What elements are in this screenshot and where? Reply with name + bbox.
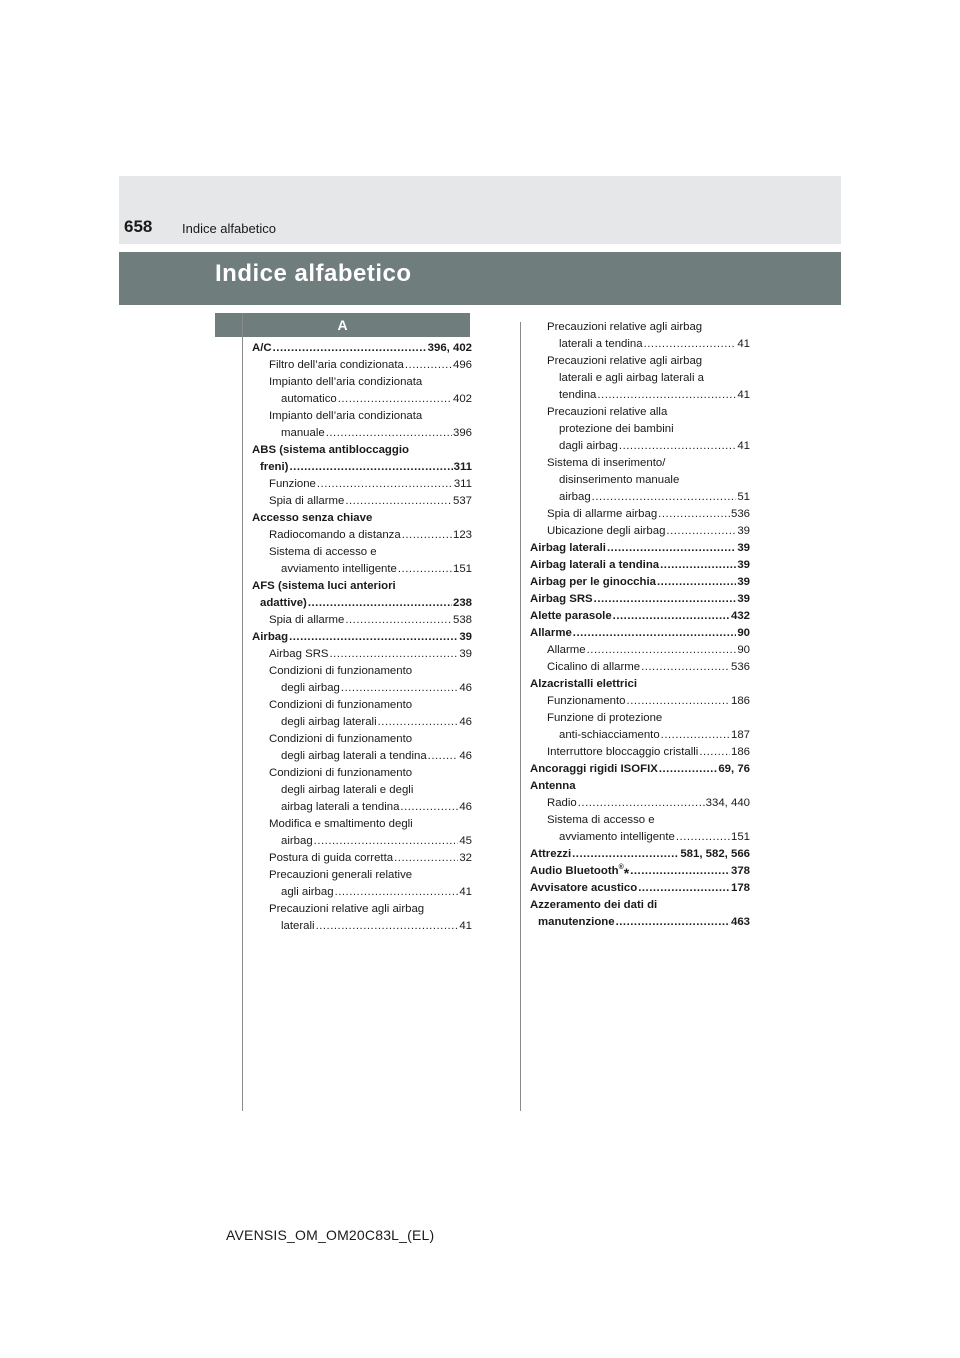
index-term: Funzione [269,478,316,490]
index-entry [530,404,750,455]
index-term: Spia di allarme [269,614,345,626]
index-entry-line: Condizioni di funzionamento [269,733,413,745]
index-entry-line: Modifica e smaltimento degli [269,818,413,830]
index-term: Avvisatore acustico [530,882,638,894]
index-entry-line: disinserimento manuale [559,474,680,486]
index-entry [530,761,750,778]
index-term: Interruttore bloccaggio cristalli [547,746,699,758]
dot-leader [613,608,730,625]
dot-leader [316,918,459,935]
index-term: automatico [281,393,337,405]
page-reference: 334, 440 [705,797,750,809]
index-entry-line: protezione dei bambini [559,423,674,435]
index-entry [252,340,472,357]
index-entry-row [530,387,750,404]
index-term: airbag laterali a tendina [281,801,400,813]
index-term: A/C [252,342,272,354]
page-reference: 69, 76 [718,763,750,775]
index-entry-line: Alzacristalli elettrici [530,678,637,690]
index-entry-row [252,799,472,816]
page-reference: 39 [737,593,750,605]
dot-leader [289,629,458,646]
index-term: Airbag laterali a tendina [530,559,660,571]
running-title: Indice alfabetico [182,221,276,236]
index-term: tendina [559,389,597,401]
index-entry [530,693,750,710]
index-entry [252,850,472,867]
index-entry [530,591,750,608]
dot-leader [289,459,452,476]
dot-leader [273,340,427,357]
dot-leader [335,884,459,901]
dot-leader [699,744,730,761]
index-entry-row [530,914,750,931]
index-entry-row [252,884,472,901]
index-column-left [252,340,472,935]
index-term: agli airbag [281,886,334,898]
index-entry-row [252,918,472,935]
dot-leader [638,880,730,897]
index-entry-row [252,850,472,867]
index-entry-line: Antenna [530,780,576,792]
page-reference: 45 [459,835,472,847]
index-entry [252,765,472,816]
index-entry-line: Azzeramento dei dati di [530,899,658,911]
section-letter: A [337,317,348,333]
index-entry [530,506,750,523]
index-term: degli airbag [281,682,340,694]
index-term: Spia di allarme [269,495,345,507]
dot-leader [659,761,717,778]
page-reference: 186 [730,695,750,707]
index-entry [252,527,472,544]
dot-leader [658,506,730,523]
index-entry [252,510,472,527]
index-entry-row [252,561,472,578]
dot-leader [676,829,730,846]
index-entry [530,574,750,591]
index-term: Radio [547,797,577,809]
index-entry-line: Precauzioni relative alla [547,406,668,418]
index-term: manuale [281,427,325,439]
index-entry-row [530,863,750,880]
index-entry-row [530,693,750,710]
index-entry-row [252,833,472,850]
index-entry [530,642,750,659]
index-entry [530,897,750,931]
page-reference: 463 [730,916,750,928]
dot-leader [644,336,737,353]
index-entry-row [252,527,472,544]
index-entry-line: Accesso senza chiave [252,512,373,524]
index-entry [252,629,472,646]
index-entry [530,540,750,557]
index-entry [252,442,472,476]
index-entry-row [252,425,472,442]
index-entry-row [252,493,472,510]
index-entry [530,778,750,795]
page-reference: 151 [730,831,750,843]
index-entry [530,625,750,642]
index-term: airbag [559,491,591,503]
index-term: Audio Bluetooth [530,865,619,877]
index-entry-row [530,591,750,608]
index-entry [252,578,472,612]
page-reference: 238 [452,597,472,609]
index-entry-line: ABS (sistema antibloccaggio [252,444,409,456]
index-term: Postura di guida corretta [269,852,394,864]
index-entry-line: Precauzioni relative agli airbag [547,321,703,333]
index-term: Alette parasole [530,610,612,622]
index-entry [530,455,750,506]
page-reference: 187 [730,729,750,741]
page-reference: 39 [459,631,472,643]
index-entry-line: Sistema di inserimento/ [547,457,666,469]
dot-leader [573,625,737,642]
index-entry-row [530,846,750,863]
index-term: anti-schiacciamento [559,729,660,741]
index-entry [252,901,472,935]
footnote-star: * [623,865,630,881]
index-entry [530,812,750,846]
index-entry-row [530,744,750,761]
index-entry [530,353,750,404]
index-entry [530,676,750,693]
index-entry-line: laterali e agli airbag laterali a [559,372,704,384]
registered-mark: ® [618,864,624,872]
index-entry-line: Precauzioni relative agli airbag [547,355,703,367]
index-entry-line: Impianto dell’aria condizionata [269,376,423,388]
index-entry-line: Precauzioni generali relative [269,869,413,881]
index-entry-row [530,625,750,642]
index-entry-row [530,880,750,897]
index-entry [530,744,750,761]
index-term: manutenzione [538,916,615,928]
index-entry-row [530,336,750,353]
page-reference: 123 [452,529,472,541]
index-term: Airbag laterali [530,542,606,554]
index-entry-row [530,608,750,625]
index-entry [530,846,750,863]
column-rule-right [520,322,521,1111]
index-entry-row [252,612,472,629]
page-reference: 41 [737,338,750,350]
dot-leader [660,557,736,574]
index-entry [252,374,472,408]
index-entry-row [530,829,750,846]
index-term: Attrezzi [530,848,572,860]
dot-leader [308,595,452,612]
page-reference: 496 [452,359,472,371]
page-reference: 39 [737,542,750,554]
dot-leader [398,561,452,578]
dot-leader [630,863,730,880]
page-reference: 186 [730,746,750,758]
index-entry-row [530,489,750,506]
dot-leader [338,391,452,408]
dot-leader [594,591,737,608]
index-entry [252,493,472,510]
index-entry-line: Condizioni di funzionamento [269,699,413,711]
index-entry-line: degli airbag laterali e degli [281,784,414,796]
index-entry-row [252,646,472,663]
index-term: laterali [281,920,315,932]
dot-leader [317,476,453,493]
index-entry [252,867,472,901]
dot-leader [572,846,679,863]
dot-leader [661,727,730,744]
index-entry-row [530,727,750,744]
page-reference: 46 [459,716,472,728]
dot-leader [607,540,736,557]
index-entry [252,816,472,850]
index-term: laterali a tendina [559,338,643,350]
index-entry [530,659,750,676]
page-reference: 311 [453,461,472,473]
page-reference: 39 [459,648,472,660]
index-term: avviamento intelligente [559,831,675,843]
index-term: Cicalino di allarme [547,661,641,673]
dot-leader [345,493,452,510]
page-reference: 32 [459,852,472,864]
index-term: degli airbag laterali a tendina [281,750,427,762]
page-reference: 537 [452,495,472,507]
index-entry-row [252,680,472,697]
index-term: adattive) [260,597,307,609]
index-entry-line: Sistema di accesso e [269,546,377,558]
index-entry [252,408,472,442]
index-entry [530,608,750,625]
index-term: dagli airbag [559,440,618,452]
dot-leader [592,489,737,506]
index-entry-row [252,391,472,408]
dot-leader [619,438,736,455]
index-term: Funzionamento [547,695,626,707]
index-entry-row [530,642,750,659]
index-entry [252,612,472,629]
index-entry [252,357,472,374]
index-entry-row [530,761,750,778]
page-reference: 178 [730,882,750,894]
page-title: Indice alfabetico [215,260,412,287]
dot-leader [314,833,459,850]
page-reference: 39 [737,576,750,588]
dot-leader [616,914,730,931]
page-reference: 581, 582, 566 [680,848,750,860]
index-term: Airbag SRS [530,593,593,605]
index-entry [252,646,472,663]
document-code: AVENSIS_OM_OM20C83L_(EL) [226,1227,435,1243]
index-entry-row [530,795,750,812]
dot-leader [330,646,459,663]
index-column-right [530,319,750,931]
column-rule-left [242,313,243,1111]
index-term: Radiocomando a distanza [269,529,401,541]
index-term: degli airbag laterali [281,716,377,728]
dot-leader [400,799,458,816]
page-reference: 51 [737,491,750,503]
page-reference: 41 [459,886,472,898]
index-term: airbag [281,835,313,847]
dot-leader [345,612,452,629]
page-reference: 41 [459,920,472,932]
index-entry-row [252,714,472,731]
index-entry-row [530,523,750,540]
dot-leader [657,574,736,591]
index-entry-line: Sistema di accesso e [547,814,655,826]
page-reference: 396, 402 [427,342,472,354]
index-entry-row [252,595,472,612]
index-entry-row [530,557,750,574]
index-entry-row [252,629,472,646]
page-reference: 151 [452,563,472,575]
index-entry [530,880,750,897]
dot-leader [666,523,736,540]
index-term: Airbag per le ginocchia [530,576,656,588]
page-reference: 311 [453,478,472,490]
page-reference: 536 [730,508,750,520]
index-term: Airbag SRS [269,648,329,660]
index-entry-row [530,574,750,591]
dot-leader [641,659,730,676]
index-term: Allarme [530,627,572,639]
index-entry [252,544,472,578]
index-entry [530,319,750,353]
page-reference: 46 [459,801,472,813]
page-reference: 90 [737,627,750,639]
index-term: Airbag [252,631,289,643]
index-entry [252,476,472,493]
index-entry [530,523,750,540]
index-entry-line: AFS (sistema luci anteriori [252,580,396,592]
section-letter-band [215,313,470,337]
dot-leader [341,680,458,697]
dot-leader [578,795,705,812]
index-entry [252,663,472,697]
page-reference: 39 [737,525,750,537]
index-entry [252,731,472,765]
index-entry-row [252,748,472,765]
index-entry-line: Precauzioni relative agli airbag [269,903,425,915]
index-entry-line: Condizioni di funzionamento [269,665,413,677]
page-reference: 41 [737,389,750,401]
index-entry-row [252,340,472,357]
index-term: Filtro dell’aria condizionata [269,359,404,371]
index-term: Ancoraggi rigidi ISOFIX [530,763,658,775]
dot-leader [587,642,737,659]
index-entry-line: Funzione di protezione [547,712,663,724]
dot-leader [378,714,459,731]
dot-leader [627,693,730,710]
index-term: Ubicazione degli airbag [547,525,666,537]
page-reference: 378 [730,865,750,877]
dot-leader [428,748,459,765]
dot-leader [402,527,452,544]
index-entry-row [530,540,750,557]
page-number: 658 [124,217,153,236]
index-entry-row [252,357,472,374]
page-reference: 396 [452,427,472,439]
index-term: freni) [260,461,289,473]
dot-leader [326,425,452,442]
index-term: Spia di allarme airbag [547,508,658,520]
page-reference: 536 [730,661,750,673]
dot-leader [405,357,452,374]
dot-leader [597,387,736,404]
index-entry-line: Impianto dell’aria condizionata [269,410,423,422]
dot-leader [394,850,458,867]
page-reference: 46 [459,682,472,694]
index-entry-row [530,506,750,523]
index-term: avviamento intelligente [281,563,397,575]
index-entry-line: Condizioni di funzionamento [269,767,413,779]
page-reference: 432 [730,610,750,622]
page-reference: 46 [459,750,472,762]
page-reference: 39 [737,559,750,571]
index-entry [252,697,472,731]
page-reference: 41 [737,440,750,452]
page-reference: 90 [737,644,750,656]
index-entry [530,710,750,744]
index-entry [530,795,750,812]
index-entry-row [252,476,472,493]
index-entry-row [530,438,750,455]
index-entry [530,863,750,880]
index-entry-row [252,459,472,476]
index-entry [530,557,750,574]
page-reference: 538 [452,614,472,626]
index-term: Allarme [547,644,586,656]
index-entry-row [530,659,750,676]
page-reference: 402 [452,393,472,405]
